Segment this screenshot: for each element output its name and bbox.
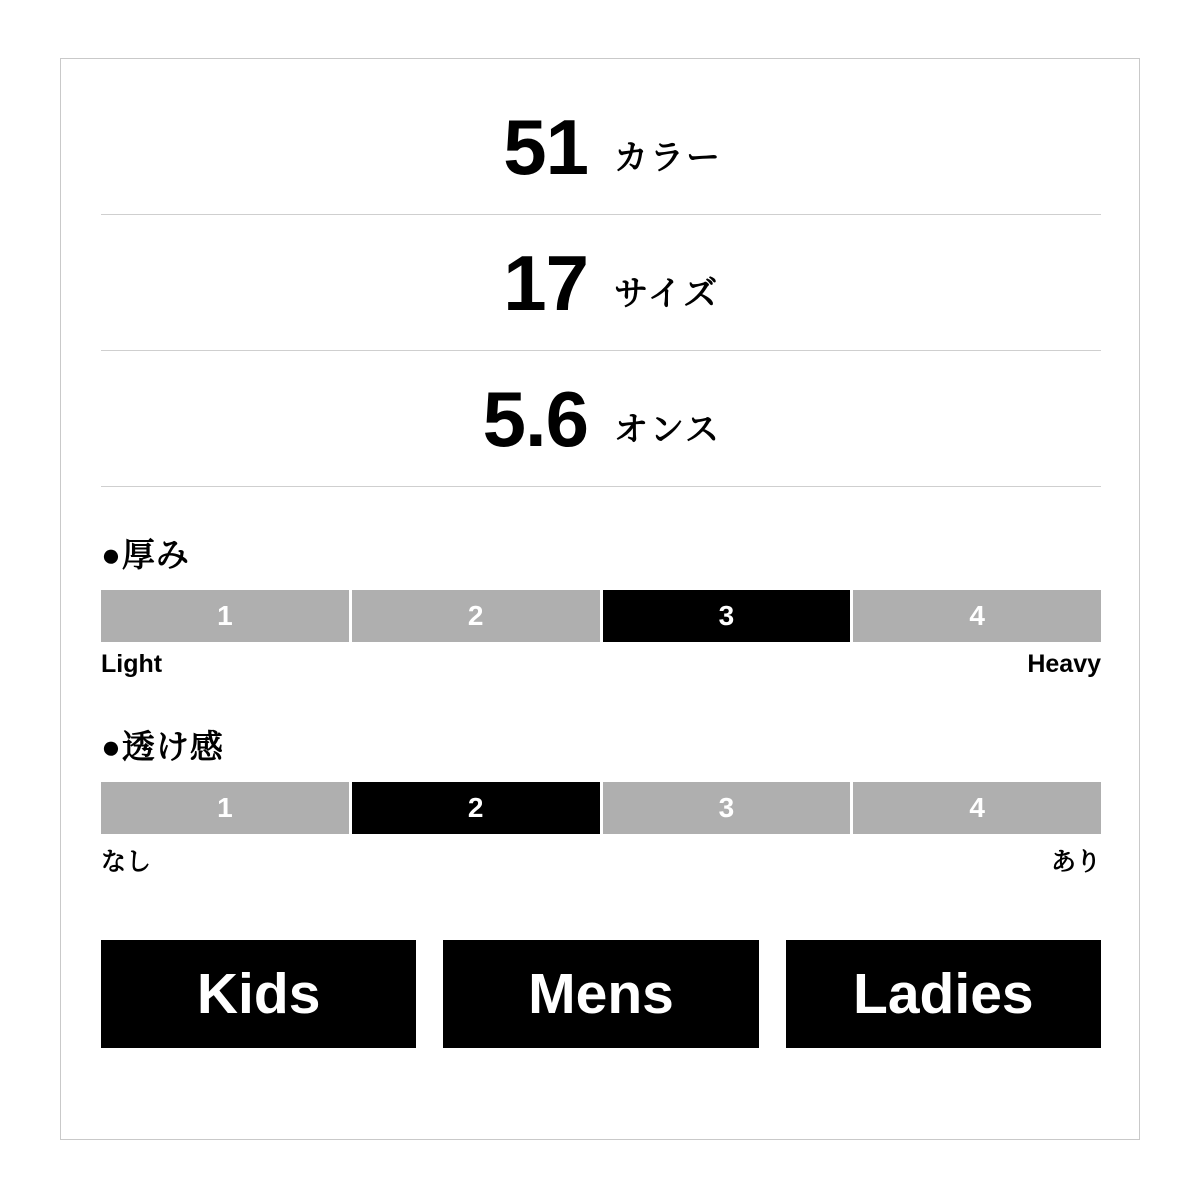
spec-unit: カラー	[614, 139, 722, 177]
category-button-mens[interactable]: Mens	[443, 940, 758, 1048]
gauge-step[interactable]: 4	[853, 782, 1101, 834]
gauge-step[interactable]: 3	[603, 782, 854, 834]
spec-value: 51	[503, 102, 588, 191]
gauge-step[interactable]: 4	[853, 590, 1101, 642]
spec-value: 5.6	[482, 374, 588, 463]
gauge-label-right: Heavy	[1027, 650, 1101, 678]
gauge-title: ●透け感	[101, 728, 224, 765]
gauge-label-left: なし	[101, 848, 152, 876]
spec-unit: オンス	[614, 411, 721, 449]
gauge-step-active[interactable]: 3	[603, 590, 854, 642]
spec-value-wrap	[408, 102, 588, 191]
gauge-transparency	[101, 721, 1101, 878]
gauge-step[interactable]: 2	[352, 590, 603, 642]
spec-list	[101, 59, 1101, 487]
spec-row	[101, 79, 1101, 215]
spec-card-inner	[101, 59, 1101, 1139]
spec-row	[101, 215, 1101, 351]
gauge-label-left: Light	[101, 650, 163, 678]
gauge-thickness	[101, 529, 1101, 679]
spec-row	[101, 351, 1101, 487]
gauge-labels	[101, 842, 1101, 878]
gauge-labels	[101, 650, 1101, 679]
gauge-title: ●厚み	[101, 536, 190, 573]
spec-value: 17	[503, 238, 588, 327]
gauge-label-right: あり	[1050, 848, 1101, 876]
gauge-step[interactable]: 1	[101, 590, 352, 642]
spec-unit: サイズ	[614, 275, 720, 313]
spec-card	[60, 58, 1140, 1140]
gauge-bar	[101, 782, 1101, 834]
category-button-ladies[interactable]: Ladies	[786, 940, 1101, 1048]
gauge-step-active[interactable]: 2	[352, 782, 603, 834]
gauge-step[interactable]: 1	[101, 782, 352, 834]
spec-value-wrap	[408, 374, 588, 463]
category-button-kids[interactable]: Kids	[101, 940, 416, 1048]
spec-value-wrap	[408, 238, 588, 327]
category-buttons	[101, 940, 1101, 1048]
gauge-bar	[101, 590, 1101, 642]
